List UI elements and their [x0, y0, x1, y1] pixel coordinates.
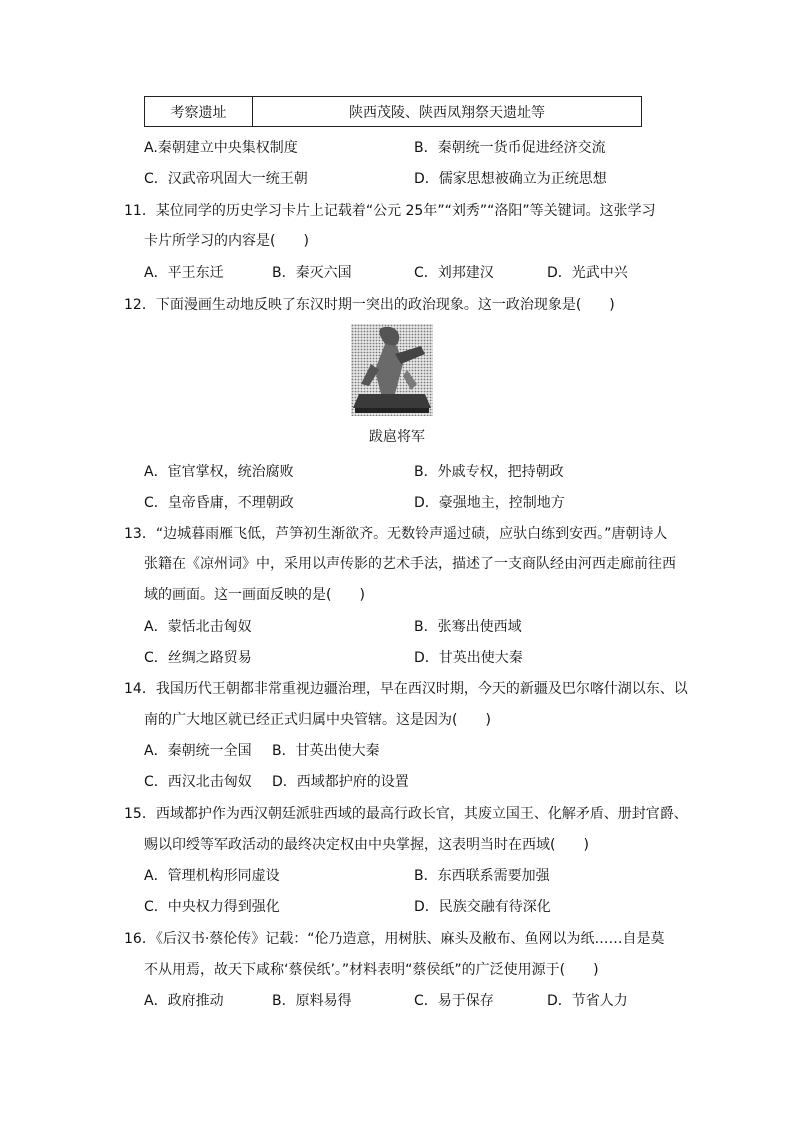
- q11-stem-line2: 卡片所学习的内容是( ): [144, 233, 309, 249]
- q13-option-d[interactable]: D．甘英出使大秦: [414, 650, 523, 666]
- q16-stem-line2: 不从用焉，故天下咸称‘蔡侯纸’。”材料表明“蔡侯纸”的广泛使用源于( ): [144, 962, 599, 978]
- q12-option-b[interactable]: B．外戚专权，把持朝政: [414, 464, 564, 480]
- q15-option-d[interactable]: D．民族交融有待深化: [414, 899, 551, 915]
- q14-stem-line1: 14．我国历代王朝都非常重视边疆治理，早在西汉时期，今天的新疆及巴尔喀什湖以东、以: [124, 681, 688, 697]
- q15-option-b[interactable]: B．东西联系需要加强: [414, 868, 550, 884]
- table-label-cell: 考察遗址: [145, 97, 253, 126]
- table-value-cell: 陕西茂陵、陕西凤翔祭天遗址等: [349, 104, 545, 121]
- q16-option-a[interactable]: A．政府推动: [144, 993, 224, 1009]
- q14-option-a[interactable]: A．秦朝统一全国: [144, 743, 252, 759]
- site-table: [144, 96, 642, 127]
- q10-option-d[interactable]: D．儒家思想被确立为正统思想: [414, 171, 607, 187]
- q14-option-b[interactable]: B．甘英出使大秦: [272, 743, 380, 759]
- q16-option-c[interactable]: C．易于保存: [414, 993, 494, 1009]
- q10-option-a[interactable]: A.秦朝建立中央集权制度: [144, 140, 298, 156]
- q10-option-b[interactable]: B．秦朝统一货币促进经济交流: [414, 140, 606, 156]
- q16-option-b[interactable]: B．原料易得: [272, 993, 352, 1009]
- q13-option-c[interactable]: C．丝绸之路贸易: [144, 650, 252, 666]
- q11-option-a[interactable]: A．平王东迁: [144, 265, 224, 281]
- q11-stem-line1: 11．某位同学的历史学习卡片上记载着“公元 25年”“刘秀”“洛阳”等关键词。这张学习: [124, 203, 656, 219]
- q13-option-a[interactable]: A．蒙恬北击匈奴: [144, 619, 252, 635]
- cartoon-caption: 跋扈将军: [369, 429, 425, 445]
- q12-option-a[interactable]: A．宦官掌权，统治腐败: [144, 464, 294, 480]
- q13-stem-line2: 张籍在《凉州词》中，采用以声传影的艺术手法，描述了一支商队经由河西走廊前往西: [144, 556, 676, 572]
- q15-option-c[interactable]: C．中央权力得到强化: [144, 899, 280, 915]
- q11-option-d[interactable]: D．光武中兴: [547, 265, 628, 281]
- q10-option-c[interactable]: C．汉武帝巩固大一统王朝: [144, 171, 308, 187]
- q16-stem-line1: 16．《后汉书·蔡伦传》记载：“伦乃造意，用树肤、麻头及敝布、鱼网以为纸……自是莫: [124, 931, 665, 947]
- q12-option-d[interactable]: D．豪强地主，控制地方: [414, 495, 565, 511]
- cartoon-image: [351, 324, 433, 416]
- q16-option-d[interactable]: D．节省人力: [547, 993, 628, 1009]
- q11-option-b[interactable]: B．秦灭六国: [272, 265, 352, 281]
- q14-option-d[interactable]: D．西域都护府的设置: [272, 774, 409, 790]
- q15-option-a[interactable]: A．管理机构形同虚设: [144, 868, 280, 884]
- q14-option-c[interactable]: C．西汉北击匈奴: [144, 774, 252, 790]
- q13-option-b[interactable]: B．张骞出使西域: [414, 619, 522, 635]
- q15-stem-line2: 赐以印绶等军政活动的最终决定权由中央掌握，这表明当时在西域( ): [144, 837, 589, 853]
- q11-option-c[interactable]: C．刘邦建汉: [414, 265, 494, 281]
- q14-stem-line2: 南的广大地区就已经正式归属中央管辖。这是因为( ): [144, 712, 491, 728]
- q12-stem: 12．下面漫画生动地反映了东汉时期一突出的政治现象。这一政治现象是( ): [124, 297, 615, 313]
- q13-stem-line3: 域的画面。这一画面反映的是( ): [144, 587, 365, 603]
- q13-stem-line1: 13．“边城暮雨雁飞低，芦笋初生渐欲齐。无数铃声遥过碛，应驮白练到安西。”唐朝诗人: [124, 526, 668, 542]
- q12-option-c[interactable]: C．皇帝昏庸，不理朝政: [144, 495, 294, 511]
- q15-stem-line1: 15．西域都护作为西汉朝廷派驻西域的最高行政长官，其废立国王、化解矛盾、册封官爵、: [124, 806, 688, 822]
